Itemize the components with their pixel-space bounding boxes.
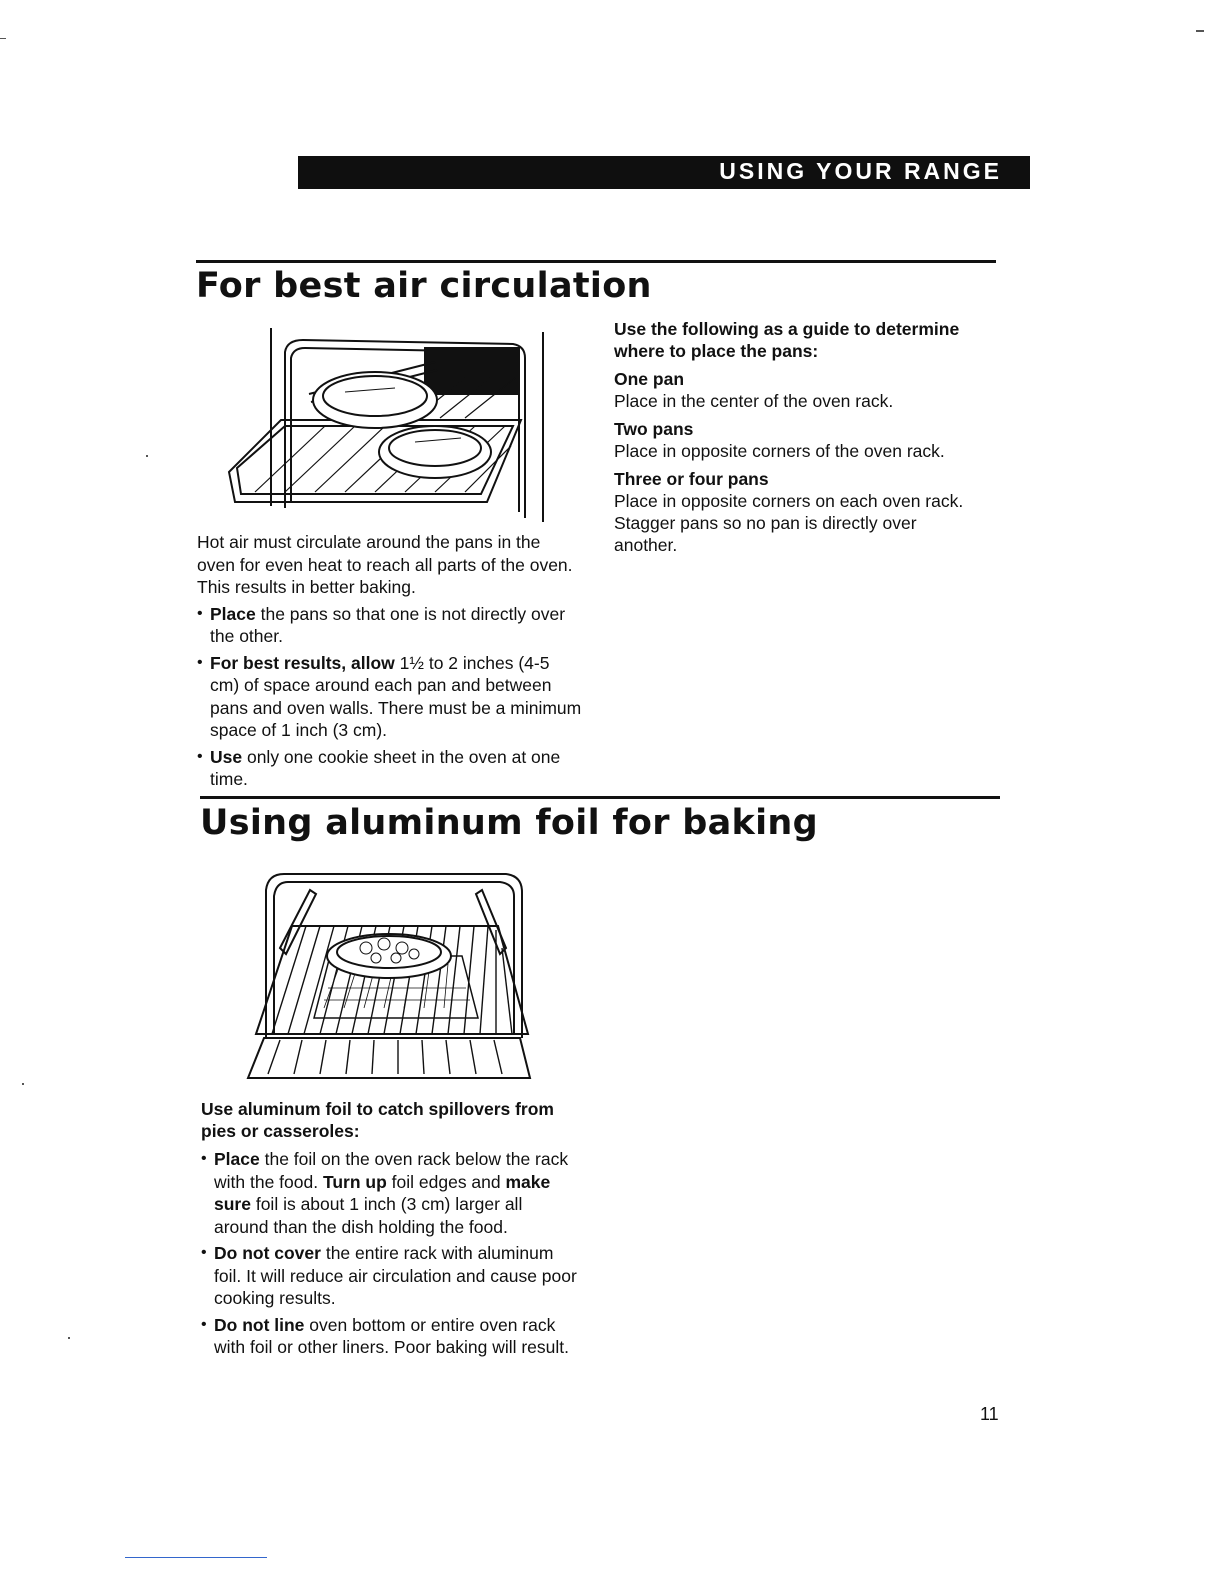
footer-line (125, 1557, 267, 1558)
section-header-bar (298, 156, 1030, 189)
bullet-lead: Do not cover (214, 1243, 321, 1263)
list-item (201, 1314, 581, 1359)
bullet-lead: For best results, allow (210, 652, 395, 673)
bullet-lead: Do not line (214, 1314, 305, 1335)
guide-heading-one-pan: One pan (614, 369, 685, 389)
pan-placement-guide (614, 318, 1004, 556)
bullet-lead: Place (210, 603, 256, 624)
section2-rule (200, 796, 1000, 799)
bullet-text: the pans so that one is not directly over the other. (210, 603, 566, 646)
list-item (201, 1148, 581, 1238)
scan-speck (1196, 30, 1204, 32)
bullet-text: the foil on the oven rack below the rack with the food. (214, 1149, 569, 1192)
header-label: USING YOUR RANGE (719, 158, 1002, 184)
bullet-text: foil edges and (386, 1171, 506, 1192)
guide-text-two-pans: Place in opposite corners of the oven rack. (614, 441, 945, 461)
scan-speck (22, 1083, 24, 1085)
bullet-text: 1½ to 2 inches (4-5 cm) of space around each pan and between pans and oven walls. There must be a minimum space of 1 inch (3 cm). (210, 652, 582, 740)
bullet-text: foil is about 1 inch (3 cm) larger all around than the dish holding the food. (214, 1194, 523, 1237)
guide-intro: Use the following as a guide to determine where to place the pans: (614, 319, 960, 361)
oven-foil-illustration (244, 868, 534, 1088)
bullet-lead: make sure (214, 1171, 551, 1214)
section2-body (201, 1098, 581, 1363)
bullet-lead: Turn up (322, 1171, 387, 1192)
guide-heading-two-pans: Two pans (614, 419, 694, 439)
guide-text-one-pan: Place in the center of the oven rack. (614, 391, 894, 411)
guide-text-three-four-pans: Place in opposite corners on each oven rack. Stagger pans so no pan is directly over another. (614, 491, 964, 555)
bullet-lead: Place (214, 1149, 260, 1169)
list-item (201, 1242, 581, 1310)
oven-two-pans-illustration (225, 322, 555, 522)
list-item (197, 746, 582, 791)
list-item (197, 603, 582, 648)
scan-speck (68, 1337, 70, 1339)
section2-intro: Use aluminum foil to catch spillovers from pies or casseroles: (201, 1099, 554, 1141)
section1-bullet-list (197, 603, 582, 791)
bullet-lead: Use (210, 746, 243, 767)
bullet-text: the entire rack with aluminum foil. It will reduce air circulation and cause poor cooking results. (214, 1243, 577, 1308)
bullet-text: only one cookie sheet in the oven at one time. (210, 746, 561, 789)
section1-body (197, 531, 582, 795)
scan-speck (0, 38, 6, 39)
section1-intro: Hot air must circulate around the pans in the oven for even heat to reach all parts of the oven. This results in better baking. (197, 532, 573, 597)
page-number: 11 (980, 1404, 999, 1424)
list-item (197, 652, 582, 742)
section1-rule (196, 260, 996, 263)
bullet-text: oven bottom or entire oven rack with foil or other liners. Poor baking will result. (214, 1314, 570, 1357)
scan-speck (146, 455, 148, 457)
section2-title: Using aluminum foil for baking (200, 803, 818, 843)
guide-heading-three-four-pans: Three or four pans (614, 469, 769, 489)
section1-title: For best air circulation (196, 266, 652, 306)
section2-bullet-list (201, 1148, 581, 1359)
